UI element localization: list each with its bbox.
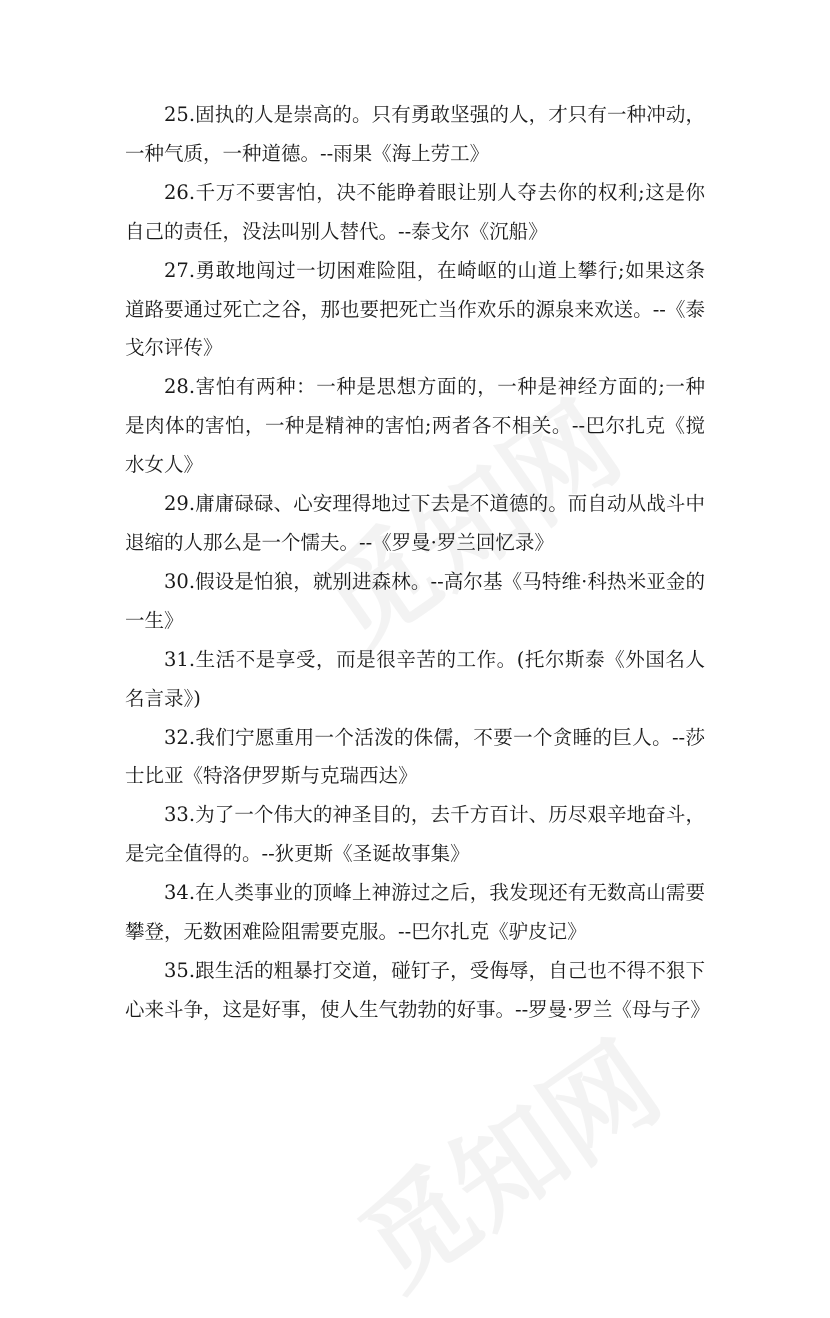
- quote-paragraph: 33.为了一个伟大的神圣目的，去千方百计、历尽艰辛地奋斗，是完全值得的。--狄更斯《圣诞故事集》: [125, 803, 705, 866]
- quote-paragraph: 35.跟生活的粗暴打交道，碰钉子，受侮辱，自己也不得不狠下心来斗争，这是好事，使人生气勃勃的好事。--罗曼·罗兰《母与子》: [125, 958, 710, 1021]
- quote-paragraph: 32.我们宁愿重用一个活泼的侏儒，不要一个贪睡的巨人。--莎士比亚《特洛伊罗斯与克瑞西达》: [125, 725, 705, 788]
- quote-paragraph: 29.庸庸碌碌、心安理得地过下去是不道德的。而自动从战斗中退缩的人那么是一个懦夫。--《罗曼·罗兰回忆录》: [125, 492, 705, 554]
- quote-paragraph: 26.千万不要害怕，决不能睁着眼让别人夺去你的权利;这是你自己的责任，没法叫别人替代。--泰戈尔《沉船》: [125, 180, 705, 243]
- watermark: [325, 1000, 686, 1318]
- quote-paragraph: 28.害怕有两种：一种是思想方面的，一种是神经方面的;一种是肉体的害怕，一种是精神的害怕;两者各不相关。--巴尔扎克《搅水女人》: [125, 375, 705, 477]
- quote-paragraph: 30.假设是怕狼，就别进森林。--高尔基《马特维·科热米亚金的一生》: [125, 569, 705, 632]
- quote-paragraph: 31.生活不是享受，而是很辛苦的工作。(托尔斯泰《外国名人名言录》): [125, 647, 705, 710]
- quote-paragraph: 25.固执的人是崇高的。只有勇敢坚强的人，才只有一种冲动，一种气质，一种道德。--雨果《海上劳工》: [125, 103, 705, 165]
- quote-paragraph: 27.勇敢地闯过一切困难险阻，在崎岖的山道上攀行;如果这条道路要通过死亡之谷，那也要把死亡当作欢乐的源泉来欢送。--《泰戈尔评传》: [125, 258, 705, 360]
- quote-list: [125, 96, 710, 1030]
- quote-paragraph: 34.在人类事业的顶峰上神游过之后，我发现还有无数高山需要攀登，无数困难险阻需要克服。--巴尔扎克《驴皮记》: [125, 881, 705, 944]
